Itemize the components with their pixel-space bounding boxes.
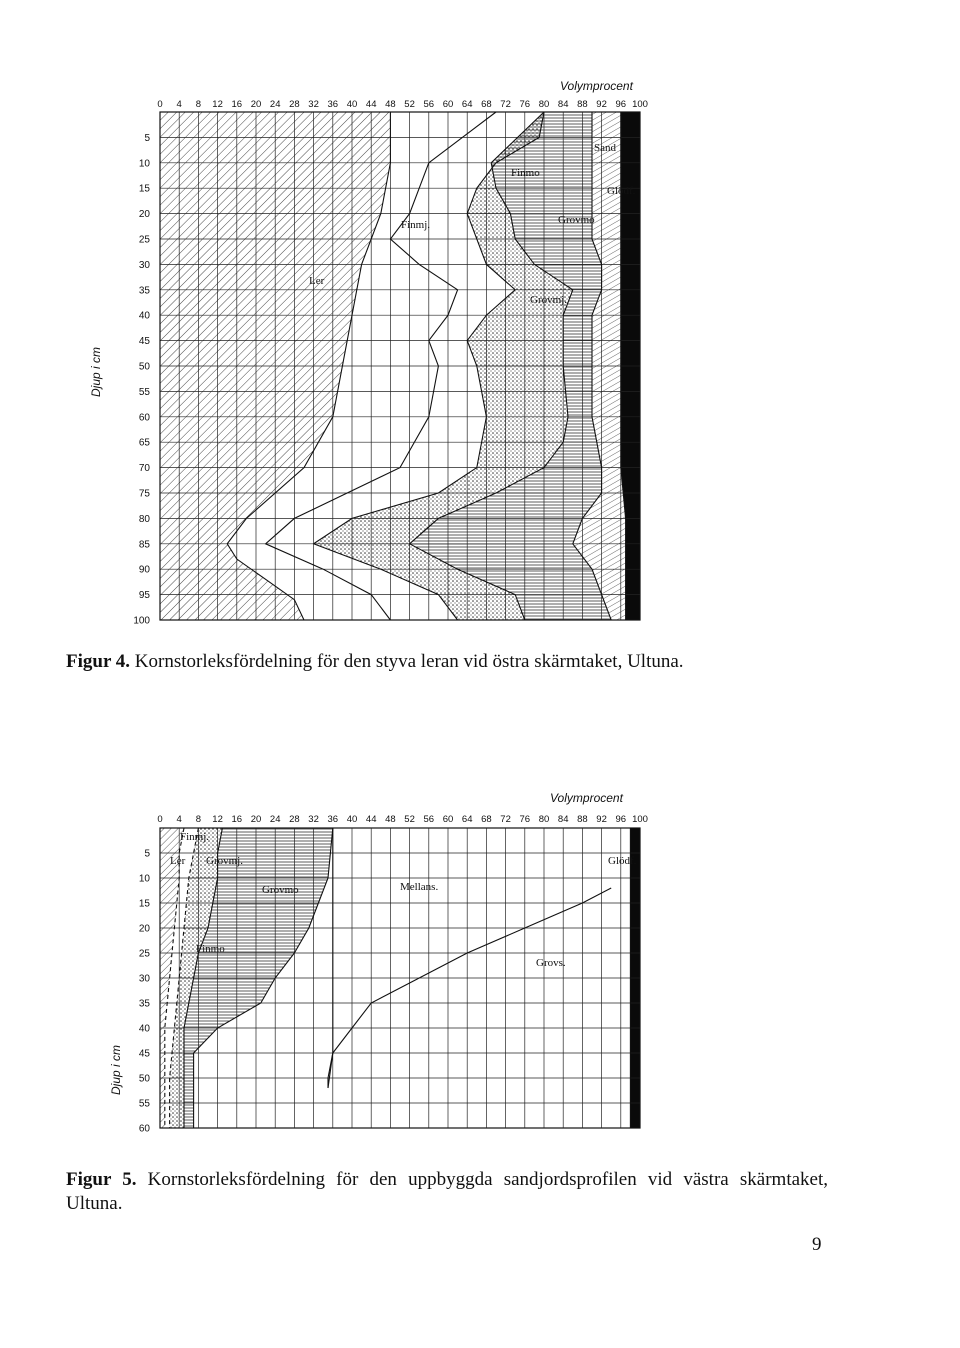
fig4-x-tick-label: 68 [481, 99, 492, 110]
fig5-x-tick-label: 64 [461, 814, 473, 825]
fig5-x-tick-label: 76 [519, 814, 531, 825]
figure-4-label-glodf: Glödf. [607, 185, 636, 197]
fig4-x-tick-label: 56 [423, 99, 435, 110]
fig4-y-tick-label: 80 [138, 513, 150, 525]
fig5-y-tick-label: 15 [138, 898, 150, 910]
figure-5-caption-number: Figur 5. [66, 1169, 137, 1190]
figure-4-label-grovmo: Grovmo [558, 214, 595, 226]
fig4-x-tick-label: 84 [557, 99, 569, 110]
figure-5-label-grovmj: Grovmj. [206, 855, 243, 867]
figure-4-caption [66, 650, 926, 674]
fig5-y-tick-label: 30 [138, 973, 150, 985]
fig5-x-tick-label: 28 [289, 814, 300, 825]
fig4-x-tick-label: 16 [231, 99, 243, 110]
figure-4-label-finmj: Finmj. [401, 219, 431, 231]
fig5-x-tick-label: 20 [250, 814, 262, 825]
figure-5-depth-label: Djup i cm [109, 1044, 123, 1096]
fig4-x-tick-label: 92 [596, 99, 607, 110]
fig4-y-tick-label: 85 [138, 539, 150, 551]
figure-4-caption-text: Kornstorleksfördelning för den styva leran vid östra skärmtaket, Ultuna. [134, 651, 684, 672]
figure-5-label-grovmo: Grovmo [262, 884, 299, 896]
figure-4-label-grovmj: Grovmj. [530, 294, 567, 306]
figure-4-caption-number: Figur 4. [66, 651, 131, 672]
figure-4-depth-label: Djup i cm [89, 346, 103, 398]
fig4-y-tick-label: 50 [138, 361, 150, 373]
fig5-x-tick-label: 92 [596, 814, 607, 825]
fig5-y-tick-label: 60 [138, 1123, 150, 1135]
fig4-y-tick-label: 35 [138, 285, 150, 297]
fig5-x-tick-label: 24 [269, 814, 281, 825]
figure-5-label-ler: Ler [170, 855, 186, 867]
figure-5-label-finmo: Finmo [196, 943, 225, 955]
fig5-x-tick-label: 0 [157, 814, 163, 825]
fig4-x-tick-label: 64 [461, 99, 473, 110]
fig5-y-tick-label: 55 [138, 1098, 150, 1110]
fig4-y-tick-label: 55 [138, 386, 150, 398]
fig5-y-tick-label: 45 [138, 1048, 150, 1060]
fig5-x-tick-label: 44 [365, 814, 377, 825]
fig5-x-tick-label: 96 [615, 814, 627, 825]
figure-4-label-ler: Ler [309, 275, 325, 287]
figure-5-caption-text: Kornstorleksfördelning för den uppbyggda sandjordsprofilen vid västra skärmtaket, Ultuna. [66, 1169, 829, 1214]
fig4-x-tick-label: 32 [308, 99, 319, 110]
fig5-y-tick-label: 5 [144, 848, 150, 860]
figure-5-diagram [0, 780, 960, 1150]
fig4-x-tick-label: 12 [212, 99, 223, 110]
fig5-y-tick-label: 10 [138, 873, 150, 885]
figure-4-diagram [0, 0, 960, 640]
fig5-x-tick-label: 72 [500, 814, 511, 825]
fig4-y-tick-label: 20 [138, 209, 150, 221]
fig4-x-tick-label: 4 [176, 99, 182, 110]
fig4-y-tick-label: 30 [138, 259, 150, 271]
fig4-x-tick-label: 8 [195, 99, 202, 110]
fig4-x-tick-label: 72 [500, 99, 511, 110]
fig4-y-tick-label: 100 [133, 615, 150, 627]
fig5-x-tick-label: 80 [538, 814, 550, 825]
fig4-y-tick-label: 5 [144, 132, 150, 144]
fig4-x-tick-label: 76 [519, 99, 531, 110]
fig4-y-tick-label: 45 [138, 336, 150, 348]
fig5-x-tick-label: 32 [308, 814, 319, 825]
fig5-x-tick-label: 12 [212, 814, 223, 825]
fig5-y-tick-label: 35 [138, 998, 150, 1010]
fig4-x-tick-label: 40 [346, 99, 358, 110]
fig4-x-tick-label: 24 [269, 99, 281, 110]
fig5-x-tick-label: 16 [231, 814, 243, 825]
fig5-x-tick-label: 60 [442, 814, 454, 825]
fig4-x-tick-label: 20 [250, 99, 262, 110]
fig5-y-tick-label: 25 [138, 948, 150, 960]
fig5-x-tick-label: 8 [195, 814, 202, 825]
figure-5-volym-label: Volymprocent [550, 791, 623, 805]
fig5-x-tick-label: 88 [577, 814, 588, 825]
fig5-y-tick-label: 40 [138, 1023, 150, 1035]
figure-5-label-grovs: Grovs. [536, 957, 566, 969]
fig4-y-tick-label: 95 [138, 590, 150, 602]
fig4-x-tick-label: 0 [157, 99, 163, 110]
fig4-x-tick-label: 44 [365, 99, 377, 110]
fig4-y-tick-label: 70 [138, 463, 150, 475]
fig5-x-tick-label: 84 [557, 814, 569, 825]
fig4-y-tick-label: 10 [138, 158, 150, 170]
fig4-x-tick-label: 88 [577, 99, 588, 110]
figure-4-volym-label: Volymprocent [560, 79, 633, 93]
fig4-y-tick-label: 40 [138, 310, 150, 322]
fig5-x-tick-label: 36 [327, 814, 339, 825]
fig5-y-tick-label: 20 [138, 923, 150, 935]
fig5-x-tick-label: 100 [632, 814, 648, 825]
figure-5-caption [66, 1168, 828, 1216]
fig4-x-tick-label: 96 [615, 99, 627, 110]
figure-5-label-mellans: Mellans. [400, 881, 439, 893]
fig4-y-tick-label: 25 [138, 234, 150, 246]
fig4-x-tick-label: 60 [442, 99, 454, 110]
fig5-x-tick-label: 48 [385, 814, 396, 825]
fig5-boundary-line [328, 888, 611, 1088]
fig4-y-tick-label: 75 [138, 488, 150, 500]
figure-5-label-finmj: Finmj. [180, 831, 210, 843]
fig4-x-tick-label: 48 [385, 99, 396, 110]
figure-5-label-glodf: Glödf. [608, 855, 637, 867]
fig5-y-tick-label: 50 [138, 1073, 150, 1085]
fig5-x-tick-label: 56 [423, 814, 435, 825]
fig4-y-tick-label: 60 [138, 412, 150, 424]
figure-4-grid [160, 112, 640, 620]
page-number: 9 [812, 1234, 822, 1255]
fig4-x-tick-label: 52 [404, 99, 415, 110]
figure-4-label-sand: Sand [594, 142, 616, 154]
fig4-x-tick-label: 80 [538, 99, 550, 110]
fig4-x-tick-label: 100 [632, 99, 648, 110]
fig5-x-tick-label: 4 [176, 814, 182, 825]
figure-4-label-finmo: Finmo [511, 167, 540, 179]
fig5-x-tick-label: 52 [404, 814, 415, 825]
fig4-y-tick-label: 15 [138, 183, 150, 195]
fig5-x-tick-label: 68 [481, 814, 492, 825]
fig4-x-tick-label: 36 [327, 99, 339, 110]
fig5-x-tick-label: 40 [346, 814, 358, 825]
fig4-y-tick-label: 65 [138, 437, 150, 449]
fig4-x-tick-label: 28 [289, 99, 300, 110]
fig4-y-tick-label: 90 [138, 564, 150, 576]
